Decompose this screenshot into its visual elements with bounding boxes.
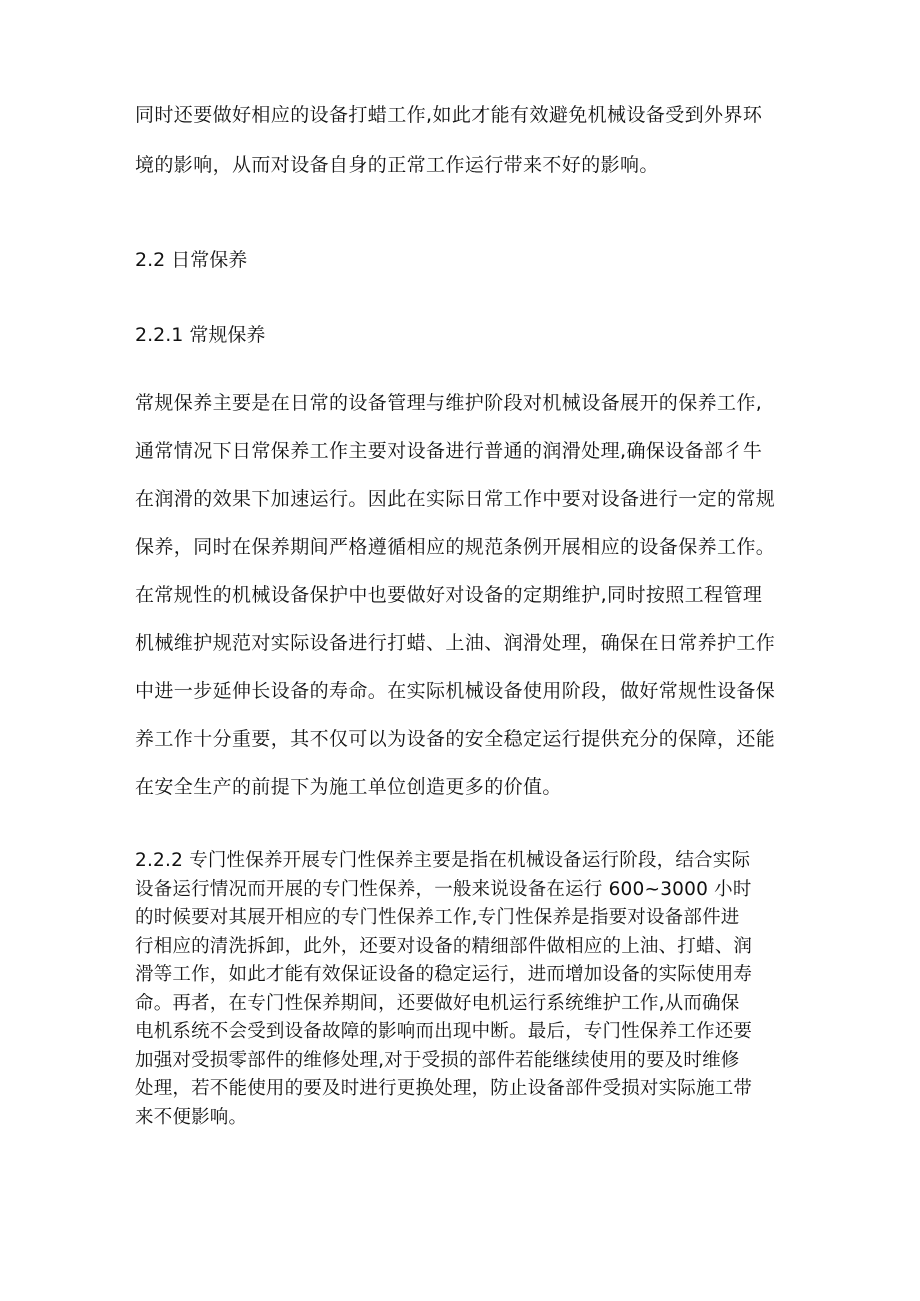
section-2-2-2-line: 2.2.2 专门性保养开展专门性保养主要是指在机械设备运行阶段，结合实际 <box>135 850 751 871</box>
paragraph-line: 在安全生产的前提下为施工单位创造更多的价值。 <box>135 776 562 798</box>
paragraph-line: 常规保养主要是在日常的设备管理与维护阶段对机械设备展开的保养工作, <box>135 392 763 414</box>
section-2-2-2-line: 来不便影响。 <box>135 1106 248 1128</box>
paragraph-line: 中进一步延伸长设备的寿命。在实际机械设备使用阶段，做好常规性设备保 <box>135 680 776 702</box>
paragraph-line: 在润滑的效果下加速运行。因此在实际日常工作中要对设备进行一定的常规 <box>135 488 776 510</box>
section-2-2-2-line: 设备运行情况而开展的专门性保养，一般来说设备在运行 600~3000 小时 <box>135 878 752 900</box>
paragraph-line: 机械维护规范对实际设备进行打蜡、上油、润滑处理，确保在日常养护工作 <box>135 632 776 654</box>
section-2-2-heading: 2.2 日常保养 <box>135 249 248 271</box>
section-2-2-2-line: 滑等工作，如此才能有效保证设备的稳定运行，进而增加设备的实际使用寿 <box>135 964 753 985</box>
section-2-2-2-line: 行相应的清洗拆卸，此外，还要对设备的精细部件做相应的上油、打蜡、润 <box>135 935 753 957</box>
paragraph-line: 保养，同时在保养期间严格遵循相应的规范条例开展相应的设备保养工作。 <box>135 536 776 558</box>
section-2-2-2-line: 命。再者，在专门性保养期间，还要做好电机运行系统维护工作,从而确保 <box>135 992 740 1014</box>
paragraph-line: 在常规性的机械设备保护中也要做好对设备的定期维护,同时按照工程管理 <box>135 584 763 606</box>
section-2-2-2-line: 的时候要对其展开相应的专门性保养工作,专门性保养是指要对设备部件进 <box>135 907 740 928</box>
paragraph-line: 养工作十分重要，其不仅可以为设备的安全稳定运行提供充分的保障，还能 <box>135 728 776 750</box>
section-2-2-2-line: 电机系统不会受到设备故障的影响而出现中断。最后，专门性保养工作还要 <box>135 1021 753 1042</box>
paragraph-line: 通常情况下日常保养工作主要对设备进行普通的润滑处理,确保设备部彳牛 <box>135 440 763 462</box>
section-2-2-2-line: 处理，若不能使用的要及时进行更换处理，防止设备部件受损对实际施工带 <box>135 1078 753 1099</box>
section-2-2-1-heading: 2.2.1 常规保养 <box>135 324 266 346</box>
section-2-2-2-line: 加强对受损零部件的维修处理,对于受损的部件若能继续使用的要及时维修 <box>135 1049 740 1071</box>
intro-line-2: 境的影响，从而对设备自身的正常工作运行带来不好的影响。 <box>135 154 659 176</box>
intro-line-1: 同时还要做好相应的设备打蜡工作,如此才能有效避免机械设备受到外界环 <box>135 104 763 126</box>
